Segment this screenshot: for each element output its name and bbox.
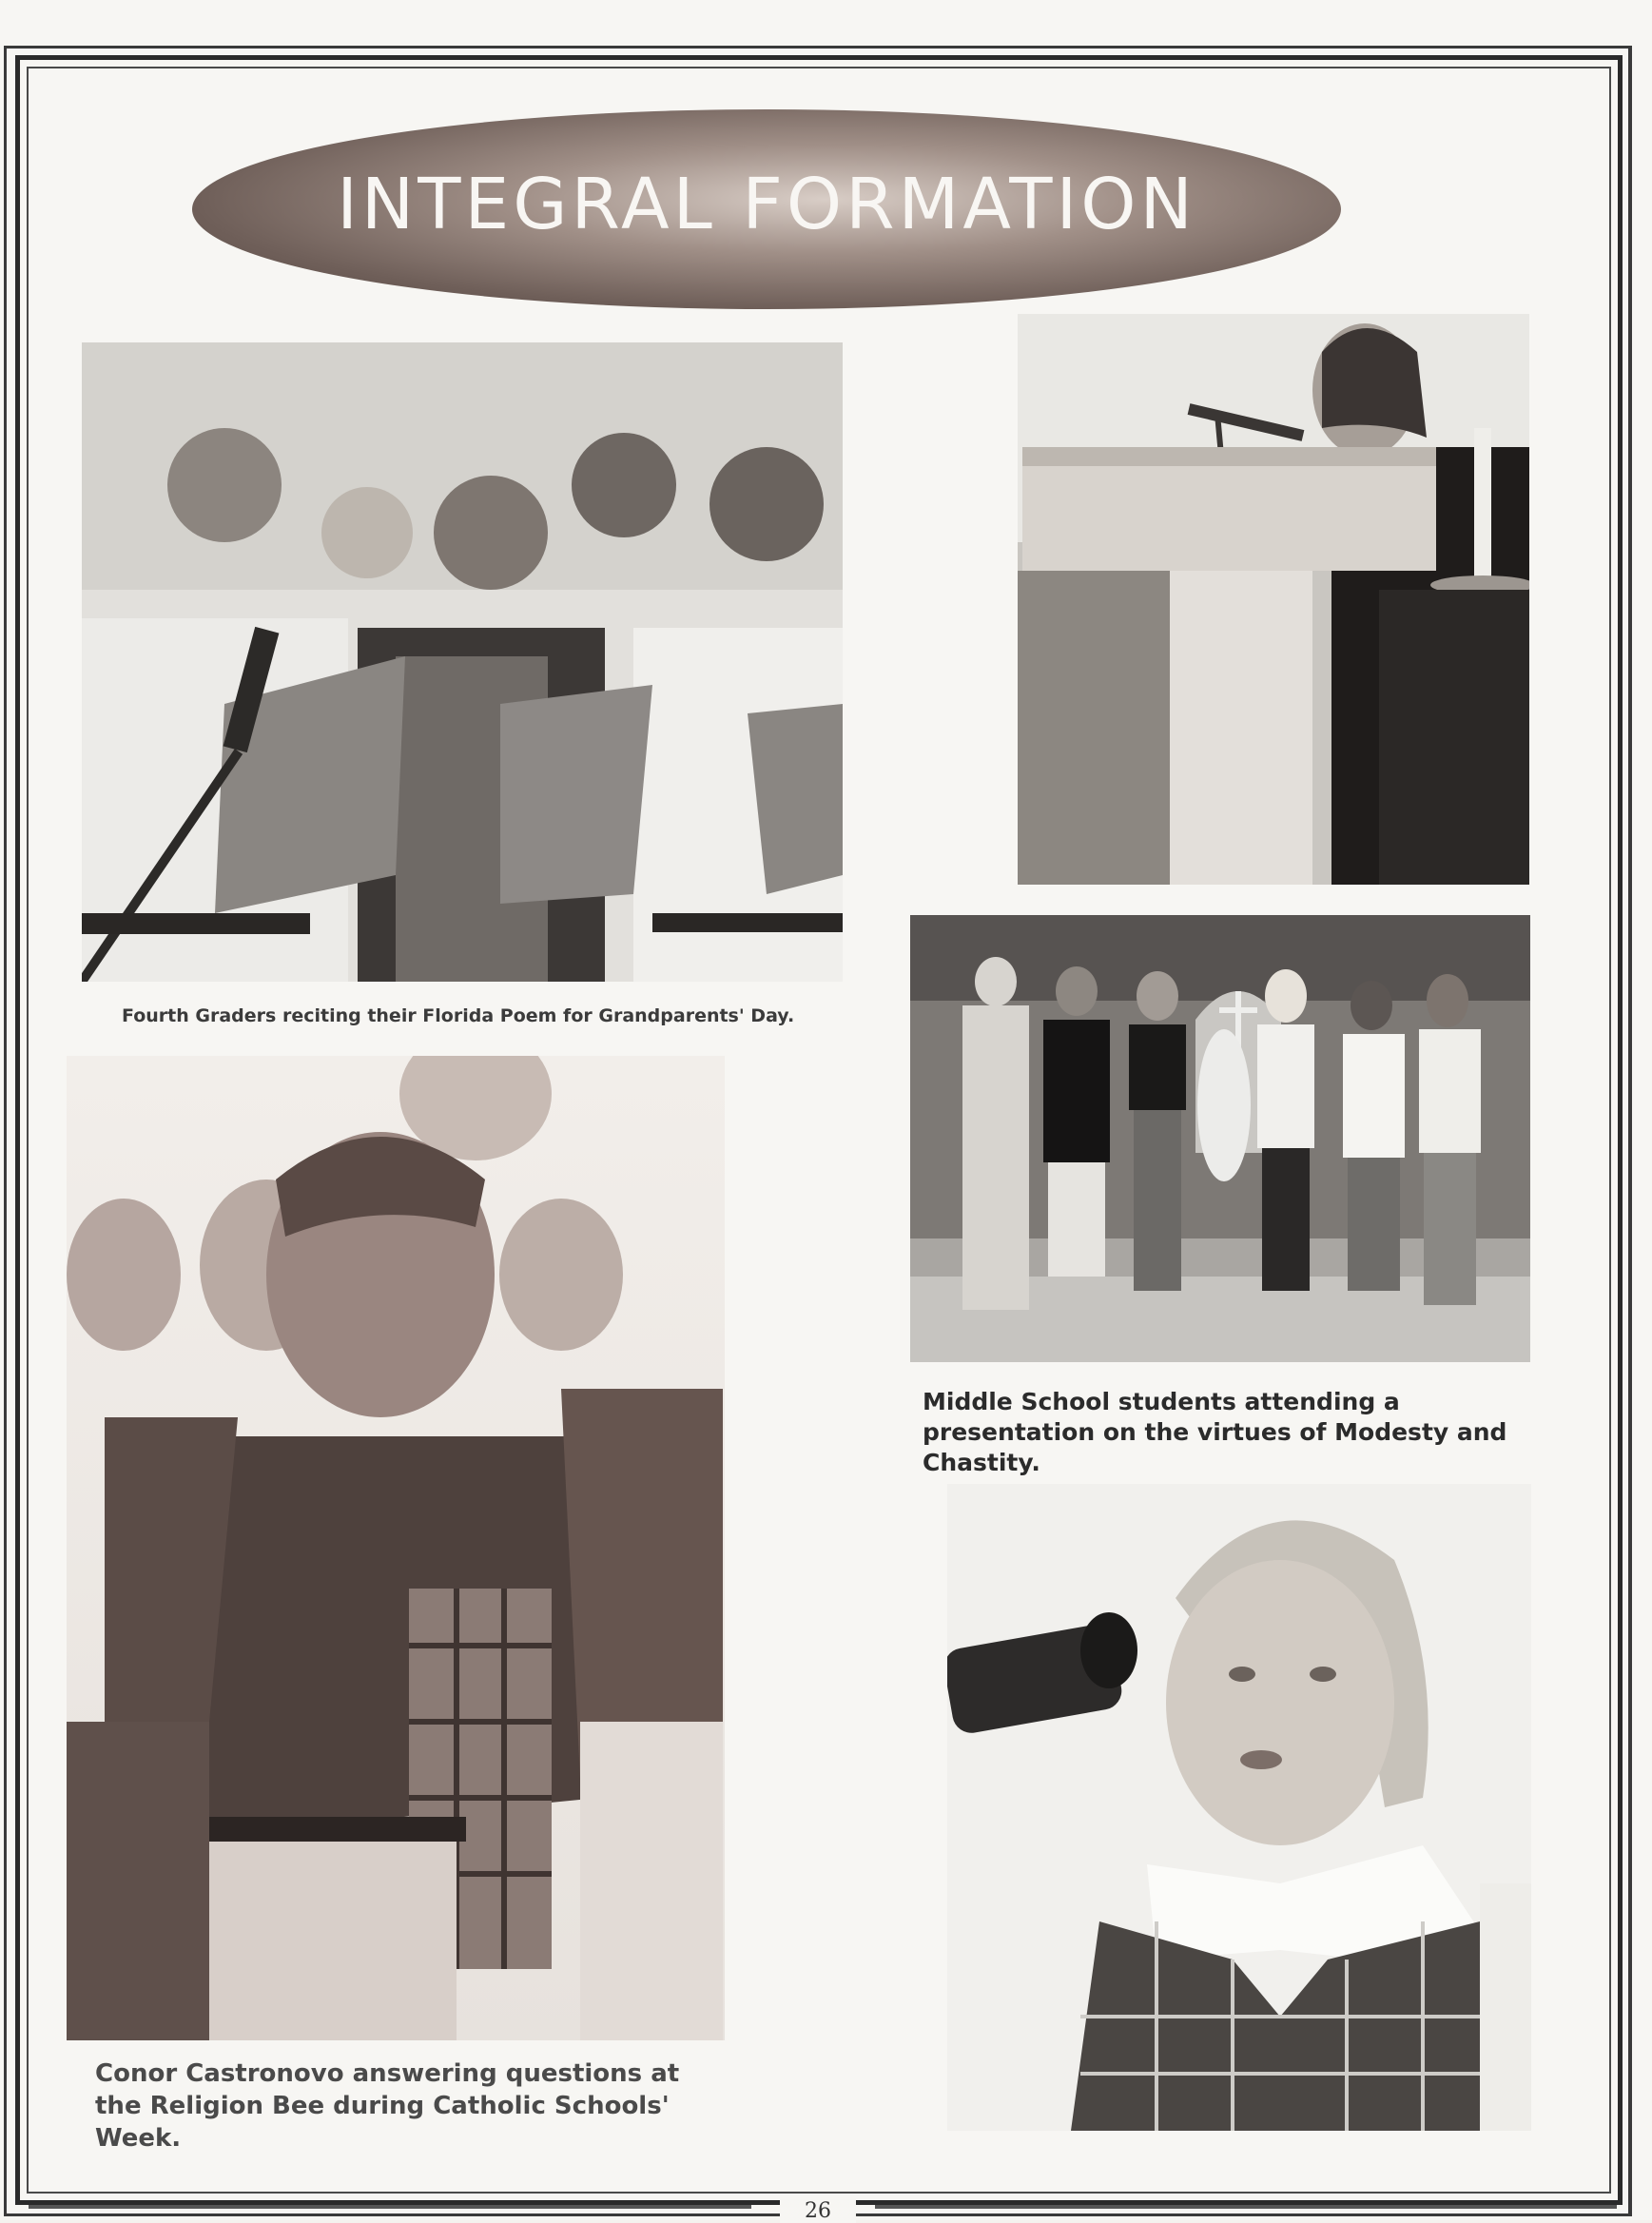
caption-fourth-graders: Fourth Graders reciting their Florida Poem for Grandparents' Day. [122, 1005, 795, 1026]
photo-religion-bee [67, 1056, 725, 2040]
photo-fourth-graders [82, 342, 843, 982]
footer-rule-right [875, 2205, 1617, 2209]
photo-lectern-reader [1018, 314, 1529, 885]
caption-religion-bee: Conor Castronovo answering questions at the Religion Bee during Catholic Schools' Week. [95, 2059, 680, 2153]
footer-rule-left [29, 2205, 751, 2209]
photo-middle-school-group [910, 915, 1530, 1362]
page-number: 26 [780, 2199, 856, 2223]
page-title: INTEGRAL FORMATION [337, 164, 1196, 245]
photo-girl-microphone [947, 1484, 1531, 2131]
caption-middle-school: Middle School students attending a presentation on the virtues of Modesty and Chastity. [923, 1388, 1507, 1476]
